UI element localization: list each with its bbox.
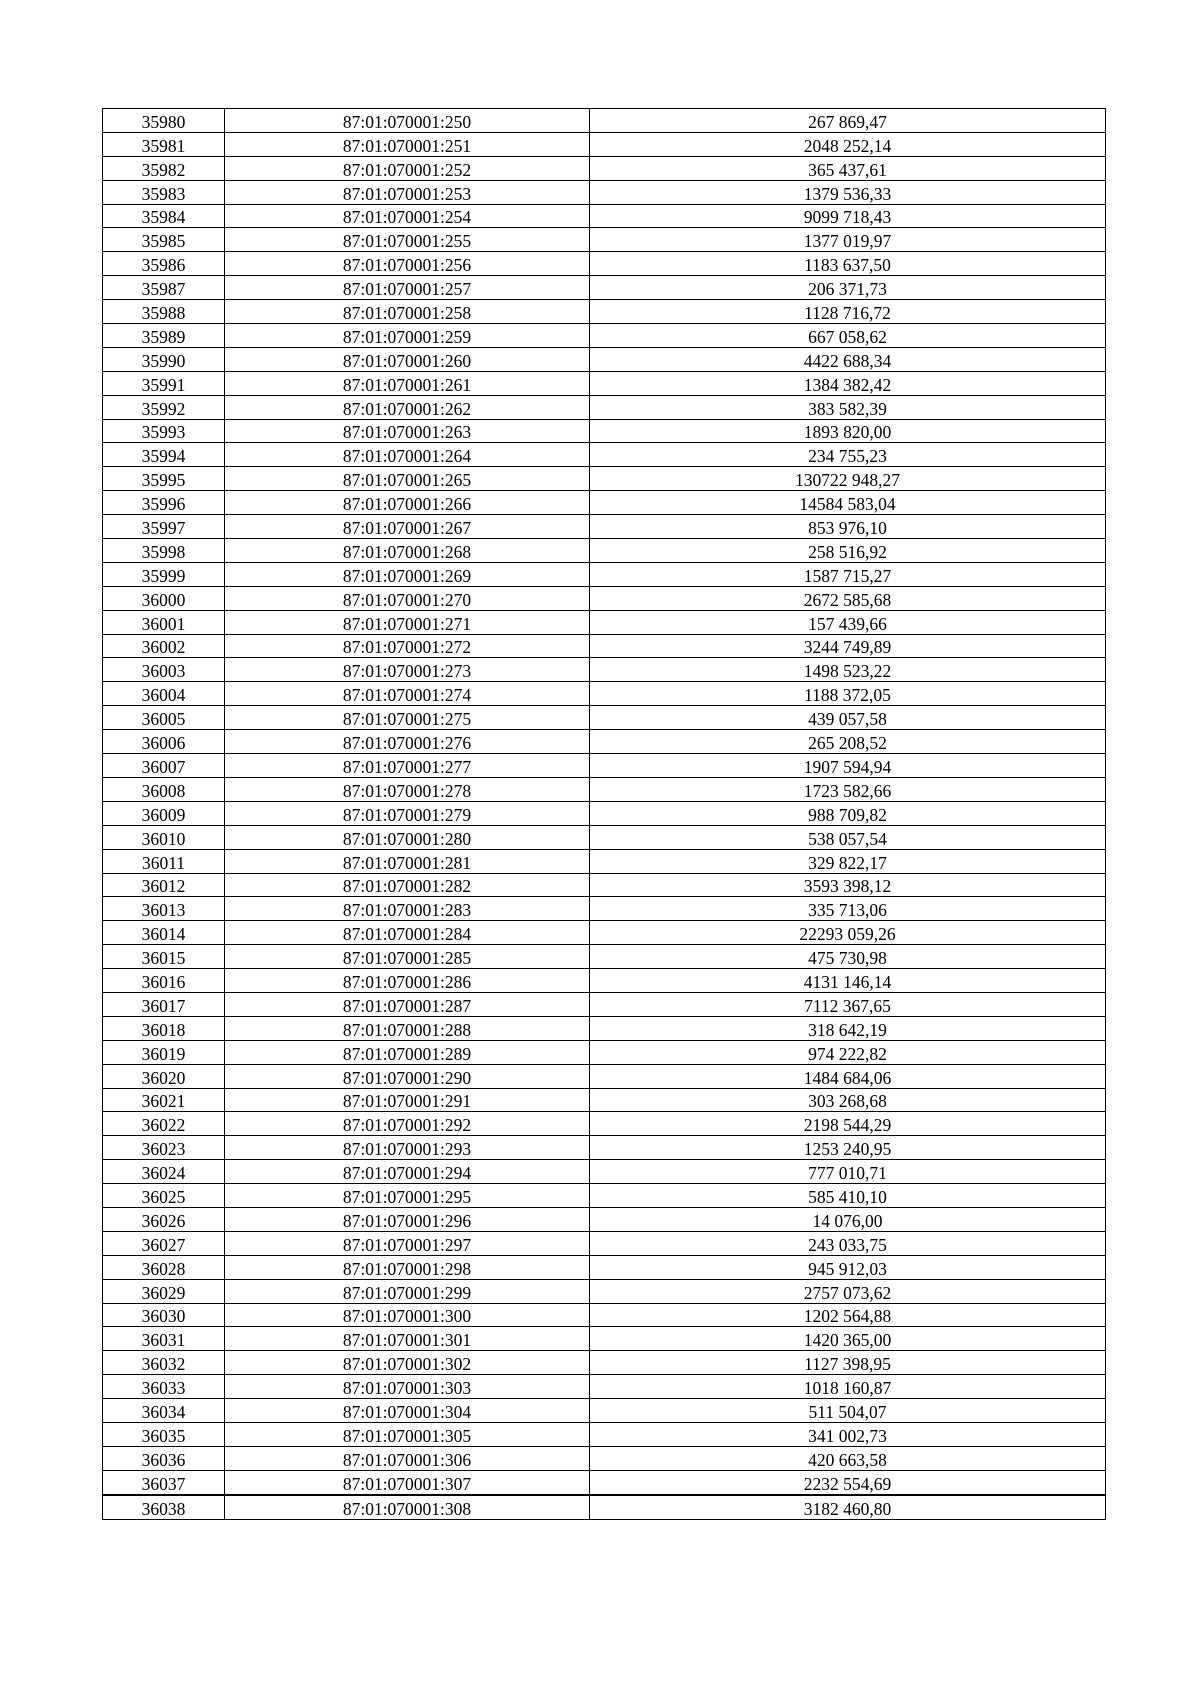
- cadastral-number-cell: 87:01:070001:307: [225, 1470, 590, 1494]
- table-row: [103, 945, 1106, 969]
- table-row: [103, 1207, 1106, 1231]
- cadastral-number-cell: 87:01:070001:280: [225, 825, 590, 849]
- table-row: [103, 1160, 1106, 1184]
- row-number-cell: 36016: [103, 969, 225, 993]
- table-row: [103, 1446, 1106, 1470]
- cadastral-number-cell: 87:01:070001:289: [225, 1040, 590, 1064]
- cadastral-number-cell: 87:01:070001:297: [225, 1231, 590, 1255]
- cadastral-value-cell: 1907 594,94: [590, 754, 1106, 778]
- cadastral-number-cell: 87:01:070001:267: [225, 515, 590, 539]
- cadastral-value-cell: 1253 240,95: [590, 1136, 1106, 1160]
- row-number-cell: 36031: [103, 1327, 225, 1351]
- row-number-cell: 36027: [103, 1231, 225, 1255]
- cadastral-value-cell: 341 002,73: [590, 1422, 1106, 1446]
- cadastral-value-cell: 2232 554,69: [590, 1470, 1106, 1494]
- table-row: [103, 443, 1106, 467]
- cadastral-value-cell: 1127 398,95: [590, 1351, 1106, 1375]
- cadastral-value-cell: 988 709,82: [590, 801, 1106, 825]
- cadastral-number-cell: 87:01:070001:304: [225, 1399, 590, 1423]
- row-number-cell: 35995: [103, 467, 225, 491]
- row-number-cell: 35982: [103, 156, 225, 180]
- row-number-cell: 36007: [103, 754, 225, 778]
- row-number-cell: 36028: [103, 1255, 225, 1279]
- cadastral-number-cell: 87:01:070001:269: [225, 562, 590, 586]
- row-number-cell: 35991: [103, 371, 225, 395]
- cadastral-value-cell: 439 057,58: [590, 706, 1106, 730]
- cadastral-number-cell: 87:01:070001:272: [225, 634, 590, 658]
- row-number-cell: 36010: [103, 825, 225, 849]
- cadastral-number-cell: 87:01:070001:306: [225, 1446, 590, 1470]
- cadastral-value-cell: 420 663,58: [590, 1446, 1106, 1470]
- cadastral-value-cell: 4131 146,14: [590, 969, 1106, 993]
- cadastral-number-cell: 87:01:070001:305: [225, 1422, 590, 1446]
- cadastral-value-cell: 475 730,98: [590, 945, 1106, 969]
- row-number-cell: 36008: [103, 777, 225, 801]
- row-number-cell: 36023: [103, 1136, 225, 1160]
- cadastral-number-cell: 87:01:070001:265: [225, 467, 590, 491]
- row-number-cell: 36019: [103, 1040, 225, 1064]
- cadastral-number-cell: 87:01:070001:257: [225, 276, 590, 300]
- table-row: [103, 754, 1106, 778]
- table-row: [103, 1064, 1106, 1088]
- cadastral-value-cell: 1498 523,22: [590, 658, 1106, 682]
- cadastral-number-cell: 87:01:070001:252: [225, 156, 590, 180]
- cadastral-number-cell: 87:01:070001:287: [225, 992, 590, 1016]
- cadastral-number-cell: 87:01:070001:291: [225, 1088, 590, 1112]
- cadastral-number-cell: 87:01:070001:266: [225, 491, 590, 515]
- cadastral-value-cell: 1188 372,05: [590, 682, 1106, 706]
- cadastral-number-cell: 87:01:070001:288: [225, 1016, 590, 1040]
- table-row: [103, 1040, 1106, 1064]
- cadastral-number-cell: 87:01:070001:258: [225, 300, 590, 324]
- cadastral-value-cell: 383 582,39: [590, 395, 1106, 419]
- table-row: [103, 682, 1106, 706]
- row-number-cell: 35986: [103, 252, 225, 276]
- table-row: [103, 921, 1106, 945]
- cadastral-value-cell: 1384 382,42: [590, 371, 1106, 395]
- row-number-cell: 36037: [103, 1470, 225, 1494]
- row-number-cell: 36032: [103, 1351, 225, 1375]
- table-row: [103, 300, 1106, 324]
- cadastral-number-cell: 87:01:070001:275: [225, 706, 590, 730]
- table-row: [103, 1088, 1106, 1112]
- table-row: [103, 1375, 1106, 1399]
- cadastral-number-cell: 87:01:070001:285: [225, 945, 590, 969]
- row-number-cell: 35993: [103, 419, 225, 443]
- cadastral-number-cell: 87:01:070001:302: [225, 1351, 590, 1375]
- cadastral-value-cell: 853 976,10: [590, 515, 1106, 539]
- cadastral-value-cell: 1484 684,06: [590, 1064, 1106, 1088]
- cadastral-value-cell: 7112 367,65: [590, 992, 1106, 1016]
- cadastral-value-cell: 538 057,54: [590, 825, 1106, 849]
- table-row: [103, 324, 1106, 348]
- row-number-cell: 36005: [103, 706, 225, 730]
- table-row: [103, 515, 1106, 539]
- row-number-cell: 36017: [103, 992, 225, 1016]
- cadastral-number-cell: 87:01:070001:268: [225, 539, 590, 563]
- cadastral-number-cell: 87:01:070001:255: [225, 228, 590, 252]
- row-number-cell: 36025: [103, 1184, 225, 1208]
- table-row: [103, 467, 1106, 491]
- table-row: [103, 109, 1106, 133]
- row-number-cell: 36029: [103, 1279, 225, 1303]
- cadastral-value-cell: 1420 365,00: [590, 1327, 1106, 1351]
- table-row: [103, 1279, 1106, 1303]
- cadastral-number-cell: 87:01:070001:263: [225, 419, 590, 443]
- row-number-cell: 36024: [103, 1160, 225, 1184]
- table-row: [103, 539, 1106, 563]
- table-row: [103, 1327, 1106, 1351]
- cadastral-value-cell: 9099 718,43: [590, 204, 1106, 228]
- cadastral-number-cell: 87:01:070001:278: [225, 777, 590, 801]
- table-row: [103, 1303, 1106, 1327]
- cadastral-value-cell: 1723 582,66: [590, 777, 1106, 801]
- cadastral-number-cell: 87:01:070001:250: [225, 109, 590, 133]
- cadastral-number-cell: 87:01:070001:294: [225, 1160, 590, 1184]
- cadastral-value-cell: 667 058,62: [590, 324, 1106, 348]
- cadastral-value-cell: 22293 059,26: [590, 921, 1106, 945]
- table-row: [103, 634, 1106, 658]
- row-number-cell: 36012: [103, 873, 225, 897]
- cadastral-number-cell: 87:01:070001:282: [225, 873, 590, 897]
- cadastral-value-cell: 157 439,66: [590, 610, 1106, 634]
- cadastral-number-cell: 87:01:070001:303: [225, 1375, 590, 1399]
- row-number-cell: 35997: [103, 515, 225, 539]
- row-number-cell: 35994: [103, 443, 225, 467]
- table-row: [103, 395, 1106, 419]
- cadastral-value-cell: 1128 716,72: [590, 300, 1106, 324]
- table-row: [103, 1422, 1106, 1446]
- cadastral-number-cell: 87:01:070001:300: [225, 1303, 590, 1327]
- cadastral-value-cell: 267 869,47: [590, 109, 1106, 133]
- cadastral-value-cell: 3182 460,80: [590, 1495, 1106, 1519]
- table-row: [103, 1231, 1106, 1255]
- row-number-cell: 36026: [103, 1207, 225, 1231]
- cadastral-value-table: [102, 108, 1106, 1520]
- row-number-cell: 35996: [103, 491, 225, 515]
- row-number-cell: 36033: [103, 1375, 225, 1399]
- row-number-cell: 36006: [103, 730, 225, 754]
- cadastral-number-cell: 87:01:070001:298: [225, 1255, 590, 1279]
- cadastral-number-cell: 87:01:070001:308: [225, 1495, 590, 1519]
- cadastral-value-cell: 1379 536,33: [590, 180, 1106, 204]
- row-number-cell: 36030: [103, 1303, 225, 1327]
- cadastral-number-cell: 87:01:070001:277: [225, 754, 590, 778]
- cadastral-value-cell: 14 076,00: [590, 1207, 1106, 1231]
- table-row: [103, 419, 1106, 443]
- table-row: [103, 1399, 1106, 1423]
- cadastral-value-cell: 1018 160,87: [590, 1375, 1106, 1399]
- row-number-cell: 36004: [103, 682, 225, 706]
- row-number-cell: 35987: [103, 276, 225, 300]
- cadastral-value-cell: 974 222,82: [590, 1040, 1106, 1064]
- cadastral-number-cell: 87:01:070001:284: [225, 921, 590, 945]
- table-body: [103, 109, 1106, 1520]
- table-row: [103, 969, 1106, 993]
- cadastral-number-cell: 87:01:070001:254: [225, 204, 590, 228]
- cadastral-value-cell: 243 033,75: [590, 1231, 1106, 1255]
- cadastral-value-cell: 3244 749,89: [590, 634, 1106, 658]
- table-row: [103, 1184, 1106, 1208]
- row-number-cell: 35988: [103, 300, 225, 324]
- row-number-cell: 36013: [103, 897, 225, 921]
- cadastral-number-cell: 87:01:070001:292: [225, 1112, 590, 1136]
- table-row: [103, 562, 1106, 586]
- cadastral-value-cell: 1377 019,97: [590, 228, 1106, 252]
- cadastral-number-cell: 87:01:070001:286: [225, 969, 590, 993]
- table-row: [103, 228, 1106, 252]
- row-number-cell: 35983: [103, 180, 225, 204]
- cadastral-value-cell: 1587 715,27: [590, 562, 1106, 586]
- table-row: [103, 992, 1106, 1016]
- row-number-cell: 35998: [103, 539, 225, 563]
- cadastral-value-cell: 234 755,23: [590, 443, 1106, 467]
- row-number-cell: 35999: [103, 562, 225, 586]
- cadastral-value-cell: 14584 583,04: [590, 491, 1106, 515]
- cadastral-value-cell: 1202 564,88: [590, 1303, 1106, 1327]
- table-row: [103, 730, 1106, 754]
- row-number-cell: 36034: [103, 1399, 225, 1423]
- cadastral-number-cell: 87:01:070001:276: [225, 730, 590, 754]
- table-row: [103, 706, 1106, 730]
- table-row: [103, 132, 1106, 156]
- row-number-cell: 36038: [103, 1495, 225, 1519]
- cadastral-value-cell: 511 504,07: [590, 1399, 1106, 1423]
- row-number-cell: 35990: [103, 347, 225, 371]
- cadastral-value-cell: 1183 637,50: [590, 252, 1106, 276]
- cadastral-number-cell: 87:01:070001:274: [225, 682, 590, 706]
- cadastral-number-cell: 87:01:070001:259: [225, 324, 590, 348]
- row-number-cell: 35984: [103, 204, 225, 228]
- cadastral-value-cell: 258 516,92: [590, 539, 1106, 563]
- cadastral-value-cell: 265 208,52: [590, 730, 1106, 754]
- row-number-cell: 35992: [103, 395, 225, 419]
- cadastral-number-cell: 87:01:070001:264: [225, 443, 590, 467]
- cadastral-number-cell: 87:01:070001:281: [225, 849, 590, 873]
- table-row: [103, 1255, 1106, 1279]
- cadastral-number-cell: 87:01:070001:271: [225, 610, 590, 634]
- cadastral-number-cell: 87:01:070001:296: [225, 1207, 590, 1231]
- table-row: [103, 610, 1106, 634]
- table-row: [103, 1470, 1106, 1494]
- cadastral-value-cell: 2048 252,14: [590, 132, 1106, 156]
- cadastral-value-cell: 1893 820,00: [590, 419, 1106, 443]
- table-row: [103, 1112, 1106, 1136]
- row-number-cell: 36020: [103, 1064, 225, 1088]
- row-number-cell: 35980: [103, 109, 225, 133]
- row-number-cell: 36014: [103, 921, 225, 945]
- table-row: [103, 801, 1106, 825]
- row-number-cell: 36009: [103, 801, 225, 825]
- cadastral-value-cell: 2198 544,29: [590, 1112, 1106, 1136]
- cadastral-value-cell: 206 371,73: [590, 276, 1106, 300]
- cadastral-value-cell: 4422 688,34: [590, 347, 1106, 371]
- table-row: [103, 1136, 1106, 1160]
- cadastral-value-cell: 945 912,03: [590, 1255, 1106, 1279]
- cadastral-value-cell: 585 410,10: [590, 1184, 1106, 1208]
- table-row: [103, 204, 1106, 228]
- cadastral-value-cell: 335 713,06: [590, 897, 1106, 921]
- cadastral-value-cell: 130722 948,27: [590, 467, 1106, 491]
- cadastral-value-cell: 303 268,68: [590, 1088, 1106, 1112]
- cadastral-number-cell: 87:01:070001:283: [225, 897, 590, 921]
- table-row: [103, 347, 1106, 371]
- row-number-cell: 36035: [103, 1422, 225, 1446]
- table-row: [103, 252, 1106, 276]
- table-row: [103, 276, 1106, 300]
- table-row: [103, 586, 1106, 610]
- row-number-cell: 36015: [103, 945, 225, 969]
- table-row: [103, 180, 1106, 204]
- table-row: [103, 825, 1106, 849]
- cadastral-value-cell: 2757 073,62: [590, 1279, 1106, 1303]
- cadastral-number-cell: 87:01:070001:301: [225, 1327, 590, 1351]
- cadastral-value-cell: 3593 398,12: [590, 873, 1106, 897]
- cadastral-number-cell: 87:01:070001:290: [225, 1064, 590, 1088]
- row-number-cell: 36018: [103, 1016, 225, 1040]
- table-row: [103, 1016, 1106, 1040]
- cadastral-number-cell: 87:01:070001:273: [225, 658, 590, 682]
- table-row: [103, 873, 1106, 897]
- table-row: [103, 1351, 1106, 1375]
- row-number-cell: 35985: [103, 228, 225, 252]
- row-number-cell: 36022: [103, 1112, 225, 1136]
- row-number-cell: 36000: [103, 586, 225, 610]
- cadastral-number-cell: 87:01:070001:262: [225, 395, 590, 419]
- row-number-cell: 36036: [103, 1446, 225, 1470]
- cadastral-number-cell: 87:01:070001:293: [225, 1136, 590, 1160]
- row-number-cell: 36011: [103, 849, 225, 873]
- row-number-cell: 35989: [103, 324, 225, 348]
- row-number-cell: 36002: [103, 634, 225, 658]
- cadastral-number-cell: 87:01:070001:261: [225, 371, 590, 395]
- row-number-cell: 36001: [103, 610, 225, 634]
- table-row: [103, 371, 1106, 395]
- row-number-cell: 35981: [103, 132, 225, 156]
- table-row: [103, 897, 1106, 921]
- cadastral-value-cell: 329 822,17: [590, 849, 1106, 873]
- cadastral-value-cell: 318 642,19: [590, 1016, 1106, 1040]
- cadastral-number-cell: 87:01:070001:270: [225, 586, 590, 610]
- table-row: [103, 777, 1106, 801]
- cadastral-number-cell: 87:01:070001:260: [225, 347, 590, 371]
- cadastral-value-cell: 365 437,61: [590, 156, 1106, 180]
- table-row: [103, 658, 1106, 682]
- table-row: [103, 156, 1106, 180]
- table-row: [103, 849, 1106, 873]
- row-number-cell: 36021: [103, 1088, 225, 1112]
- cadastral-number-cell: 87:01:070001:299: [225, 1279, 590, 1303]
- cadastral-number-cell: 87:01:070001:279: [225, 801, 590, 825]
- cadastral-number-cell: 87:01:070001:253: [225, 180, 590, 204]
- table-row: [103, 1495, 1106, 1519]
- cadastral-number-cell: 87:01:070001:251: [225, 132, 590, 156]
- cadastral-number-cell: 87:01:070001:256: [225, 252, 590, 276]
- table-row: [103, 491, 1106, 515]
- cadastral-value-cell: 2672 585,68: [590, 586, 1106, 610]
- row-number-cell: 36003: [103, 658, 225, 682]
- cadastral-value-cell: 777 010,71: [590, 1160, 1106, 1184]
- cadastral-number-cell: 87:01:070001:295: [225, 1184, 590, 1208]
